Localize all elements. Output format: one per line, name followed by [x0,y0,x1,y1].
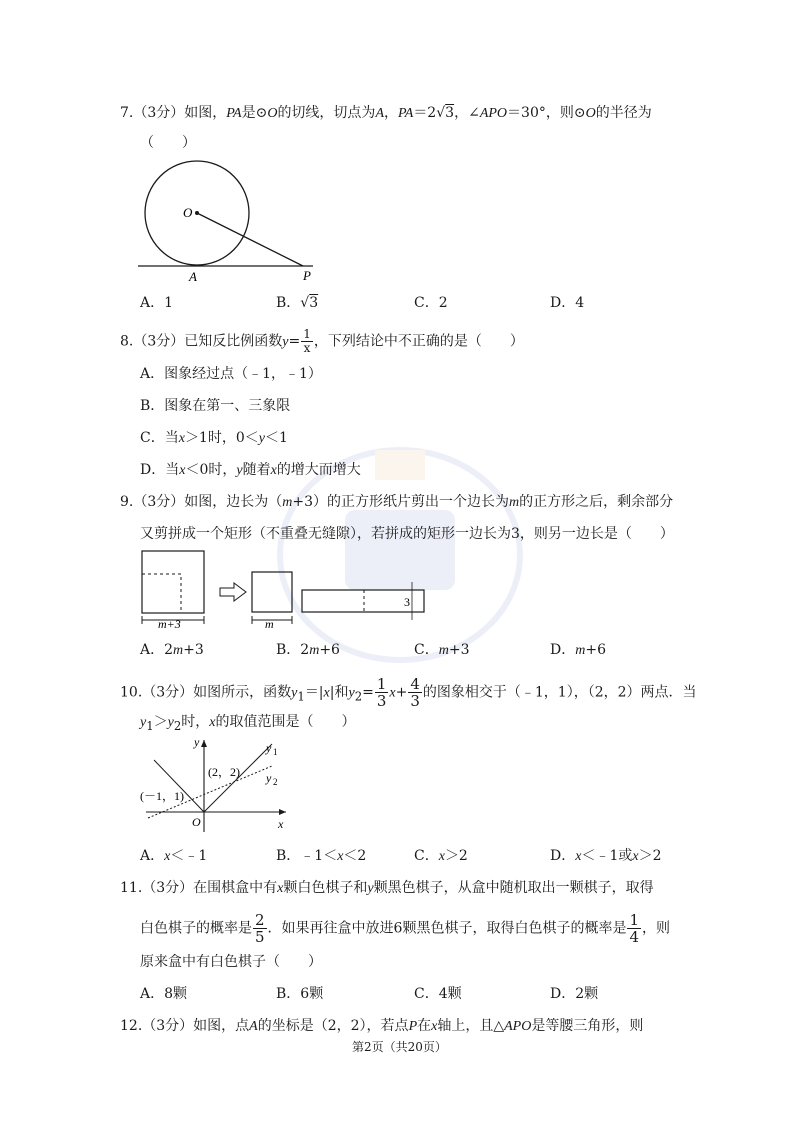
q10-label-point-22: (2，2) [208,765,240,779]
q9-option-d[interactable]: D．m+6 [550,642,606,658]
q7-label-a: A [189,269,197,284]
q11-option-c[interactable]: C．4颗 [414,986,462,1002]
q9-option-a[interactable]: A．2m+3 [140,642,204,658]
page-footer: 第2页（共20页） [352,1040,447,1054]
q9-stem-line2: 又剪拼成一个矩形（不重叠无缝隙），若拼成的矩形一边长为3，则另一边长是（ ） [140,526,674,542]
q7-option-b[interactable]: B．√3 [276,295,319,311]
q11-option-d[interactable]: D．2颗 [550,986,599,1002]
q11-stem-line2: 白色棋子的概率是 $\frac{2}{5}$ ．如果再往盒中放进6颗黑色棋子，取得白色棋子的概率是 $\frac{1}{4}$ ，则 [140,911,670,946]
q9-stem-line1: 9.（3分）如图，边长为（m+3）的正方形纸片剪出一个边长为m的正方形之后，剩余部分 [120,494,674,510]
q8-option-c[interactable]: C．当x＞1时，0＜y＜1 [140,430,288,446]
q8-option-d[interactable]: D．当x＜0时，y随着x的增大而增大 [140,462,361,478]
q11-stem-line3: 原来盒中有白色棋子（ ） [140,954,322,970]
q10-option-d[interactable]: D．x＜﹣1或x＞2 [550,848,662,864]
q7-figure [138,160,318,285]
q7-paren: （ ） [140,135,196,151]
q7-option-d[interactable]: D．4 [550,295,585,311]
q8-option-b[interactable]: B．图象在第一、三象限 [140,398,291,414]
q11-option-b[interactable]: B．6颗 [276,986,324,1002]
q10-label-origin: O [192,815,201,829]
q10-label-y-axis: y [194,736,200,749]
q9-option-b[interactable]: B．2m+6 [276,642,340,658]
q7-stem-line1: 7.（3分）如图，PA是⊙O的切线，切点为A，PA＝2√3，∠APO＝30°，则⊙O的半径为 [120,105,652,121]
q9-option-c[interactable]: C．m+3 [414,642,470,658]
q10-label-x-axis: x [278,817,284,831]
q10-figure [138,736,298,834]
q11-stem-line1: 11.（3分）在围棋盒中有x颗白色棋子和y颗黑色棋子，从盒中随机取出一颗棋子，取得 [120,880,654,896]
q10-label-y1-sub: 1 [273,747,278,757]
q9-figure [138,548,438,633]
q7-label-p: P [303,268,311,283]
q10-stem-line1: 10.（3分）如图所示，函数$y_1=|x|$和$y_2=$ $\frac{1}{3}$ x+ $\frac{4}{3}$ 的图象相交于（﹣1，1），（2，2）两点．当 [120,675,697,710]
q7-label-o: O [183,205,193,220]
q10-option-a[interactable]: A．x＜﹣1 [140,848,208,864]
q10-label-y2: y [266,771,272,785]
q10-label-y1: y [266,741,272,755]
q7-option-c[interactable]: C．2 [414,295,448,311]
q9-label-m: m [265,617,274,631]
q12-stem-line1: 12.（3分）如图，点A的坐标是（2，2），若点P在x轴上，且△APO是等腰三角形，则 [120,1018,644,1034]
q8-stem: 8.（3分）已知反比例函数y= $\frac{1}{x}$ ，下列结论中不正确的是（ ） [120,327,524,355]
q10-label-y2-sub: 2 [273,777,278,787]
q10-stem-line2: $y_1>y_2$时，x的取值范围是（ ） [140,714,356,733]
q10-label-point-m11: (－1，1) [140,789,184,803]
q8-option-a[interactable]: A．图象经过点（﹣1，﹣1） [140,366,322,382]
q9-label-m3: m+3 [158,617,181,631]
q7-option-a[interactable]: A．1 [140,295,174,311]
q9-label-3: 3 [404,595,410,609]
q10-option-b[interactable]: B．﹣1＜x＜2 [276,848,367,864]
q10-option-c[interactable]: C．x＞2 [414,848,468,864]
q11-option-a[interactable]: A．8颗 [140,986,188,1002]
